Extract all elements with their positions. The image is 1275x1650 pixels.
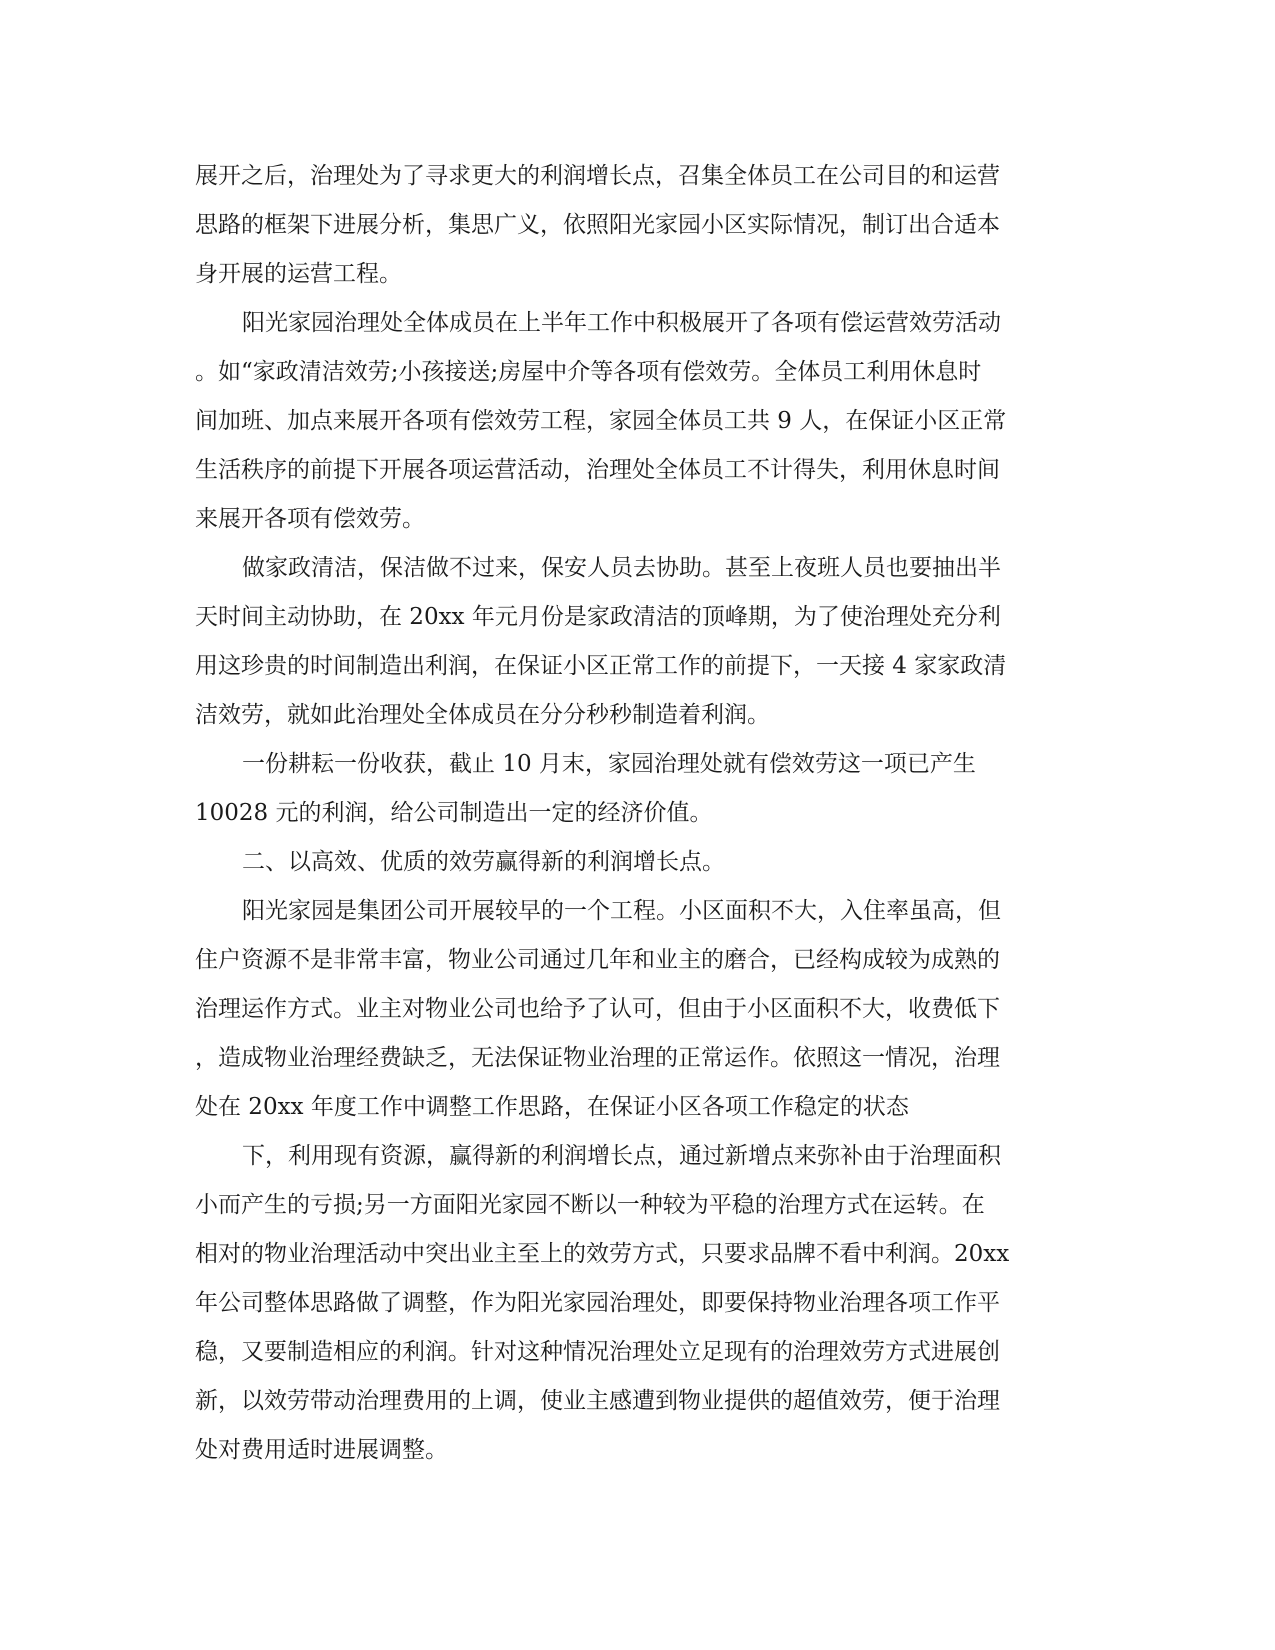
text-line: 思路的框架下进展分析，集思广义，依照阳光家园小区实际情况，制订出合适本	[195, 212, 1000, 238]
paragraph	[195, 152, 1075, 299]
text-line: 间加班、加点来展开各项有偿效劳工程，家园全体员工共 9 人，在保证小区正常	[195, 408, 1007, 434]
text-line: 处在 20xx 年度工作中调整工作思路，在保证小区各项工作稳定的状态	[195, 1094, 909, 1120]
text-line: 住户资源不是非常丰富，物业公司通过几年和业主的磨合，已经构成较为成熟的	[195, 947, 1000, 973]
paragraph	[195, 740, 1075, 838]
text-line: 洁效劳，就如此治理处全体成员在分分秒秒制造着利润。	[195, 702, 770, 728]
text-line: 治理运作方式。业主对物业公司也给予了认可，但由于小区面积不大，收费低下	[195, 996, 1000, 1022]
text-line: 用这珍贵的时间制造出利润，在保证小区正常工作的前提下，一天接 4 家家政清	[195, 653, 1007, 679]
text-line: 处对费用适时进展调整。	[195, 1437, 448, 1463]
text-line: 来展开各项有偿效劳。	[195, 506, 425, 532]
text-line: 二、以高效、优质的效劳赢得新的利润增长点。	[242, 849, 725, 875]
section-heading	[195, 838, 1075, 887]
text-line: 天时间主动协助，在 20xx 年元月份是家政清洁的顶峰期，为了使治理处充分利	[195, 604, 1001, 630]
text-line: 小而产生的亏损;另一方面阳光家园不断以一种较为平稳的治理方式在运转。在	[195, 1192, 985, 1218]
text-line: 下，利用现有资源，赢得新的利润增长点，通过新增点来弥补由于治理面积	[242, 1143, 1001, 1169]
text-line: ，造成物业治理经费缺乏，无法保证物业治理的正常运作。依照这一情况，治理	[195, 1045, 1000, 1071]
text-line: 阳光家园治理处全体成员在上半年工作中积极展开了各项有偿运营效劳活动	[242, 310, 1001, 336]
text-line: 展开之后，治理处为了寻求更大的利润增长点，召集全体员工在公司目的和运营	[195, 163, 1000, 189]
document-body	[195, 152, 1075, 1475]
paragraph	[195, 544, 1075, 740]
text-line: 一份耕耘一份收获，截止 10 月末，家园治理处就有偿效劳这一项已产生	[242, 751, 976, 777]
paragraph	[195, 887, 1075, 1132]
text-line: 做家政清洁，保洁做不过来，保安人员去协助。甚至上夜班人员也要抽出半	[242, 555, 1001, 581]
text-line: 年公司整体思路做了调整，作为阳光家园治理处，即要保持物业治理各项工作平	[195, 1290, 1000, 1316]
text-line: 相对的物业治理活动中突出业主至上的效劳方式，只要求品牌不看中利润。20xx	[195, 1241, 1010, 1267]
text-line: 生活秩序的前提下开展各项运营活动，治理处全体员工不计得失，利用休息时间	[195, 457, 1000, 483]
text-line: 10028 元的利润，给公司制造出一定的经济价值。	[195, 800, 713, 826]
paragraph	[195, 1132, 1075, 1475]
paragraph	[195, 299, 1075, 544]
text-line: 身开展的运营工程。	[195, 261, 402, 287]
text-line: 。如“家政清洁效劳;小孩接送;房屋中介等各项有偿效劳。全体员工利用休息时	[195, 359, 982, 385]
text-line: 稳，又要制造相应的利润。针对这种情况治理处立足现有的治理效劳方式进展创	[195, 1339, 1000, 1365]
text-line: 阳光家园是集团公司开展较早的一个工程。小区面积不大，入住率虽高，但	[242, 898, 1001, 924]
text-line: 新，以效劳带动治理费用的上调，使业主感遭到物业提供的超值效劳，便于治理	[195, 1388, 1000, 1414]
